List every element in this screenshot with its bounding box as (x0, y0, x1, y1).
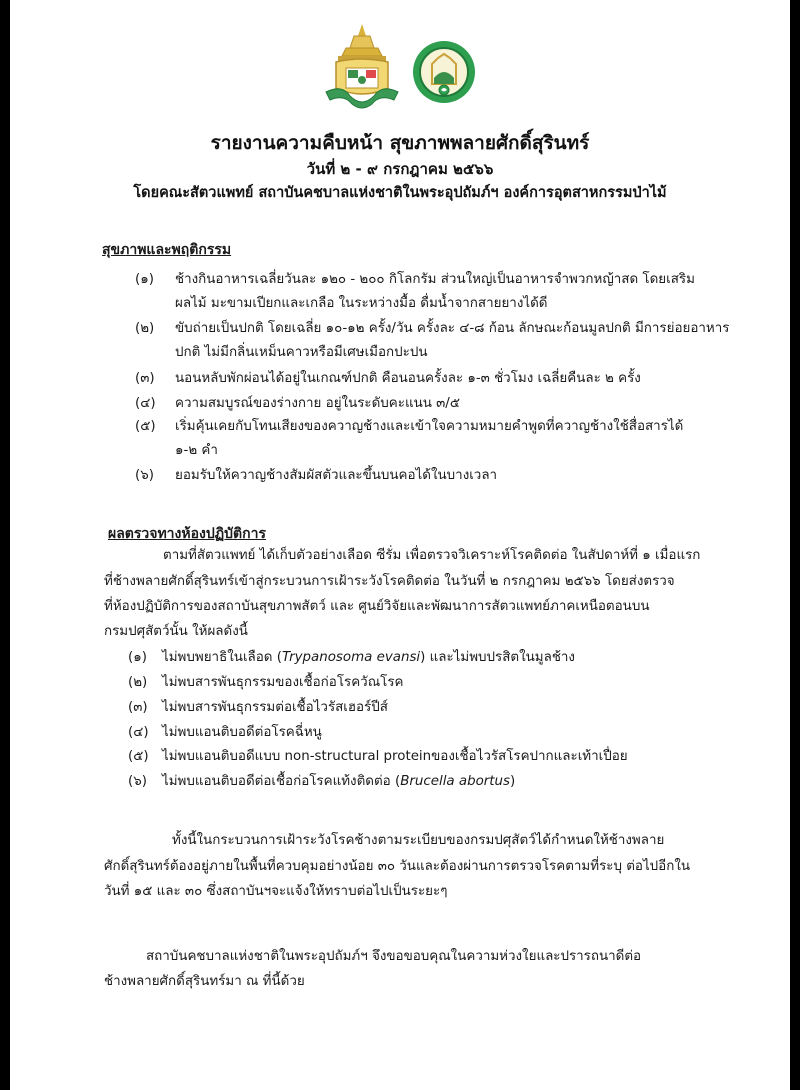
thanks-line: ช้างพลายศักดิ์สุรินทร์มา ณ ที่นี้ด้วย (104, 974, 305, 989)
closing-line: ทั้งนี้ในกระบวนการเฝ้าระวังโรคช้างตามระเบียบของกรมปศุสัตว์ได้กำหนดให้ช้างพลาย (172, 833, 665, 848)
item-text: นอนหลับพักผ่อนได้อยู่ในเกณฑ์ปกติ คือนอนครั้งละ ๑-๓ ชั่วโมง เฉลี่ยคืนละ ๒ ครั้ง (175, 371, 641, 386)
scientific-name: Brucella abortus (400, 774, 511, 789)
closing-line: วันที่ ๑๕ และ ๓๐ ซึ่งสถาบันฯจะแจ้งให้ทราบต่อไปเป็นระยะๆ (104, 884, 448, 899)
item-number: (๓) (128, 700, 148, 715)
health-section-heading: สุขภาพและพฤติกรรม (102, 242, 232, 258)
item-text-cont: ผลไม้ มะขามเปียกและเกลือ ในระหว่างมื้อ ดื่มน้ำจากสายยางได้ดี (175, 296, 548, 311)
item-text: ขับถ่ายเป็นปกติ โดยเฉลี่ย ๑๐-๑๒ ครั้ง/วัน ครั้งละ ๔-๘ ก้อน ลักษณะก้อนมูลปกติ มีการย่อยอาหาร (175, 321, 730, 336)
item-text-post: ) (510, 774, 516, 789)
item-text: ไม่พบแอนติบอดีแบบ non-structural proteinของเชื้อไวรัสโรคปากและเท้าเปื่อย (162, 749, 628, 764)
item-number: (๕) (128, 749, 149, 764)
item-text (162, 771, 515, 793)
item-text-post: ) และไม่พบปรสิตในมูลช้าง (420, 650, 575, 665)
item-text: เริ่มคุ้นเคยกับโทนเสียงของควาญช้างและเข้าใจความหมายคำพูดที่ควาญช้างใช้สื่อสารได้ (175, 419, 684, 434)
item-number: (๕) (135, 419, 156, 434)
item-text: ไม่พบสารพันธุกรรมของเชื้อก่อโรควัณโรค (162, 675, 404, 690)
item-text-cont: ปกติ ไม่มีกลิ่นเหม็นคาวหรือมีเศษเมือกปะปน (175, 345, 428, 360)
item-number: (๑) (135, 272, 154, 287)
item-text-cont: ๑-๒ คำ (175, 443, 218, 458)
document-date: วันที่ ๒ - ๙ กรกฎาคม ๒๕๖๖ (306, 160, 494, 178)
lab-intro-line: ตามที่สัตวแพทย์ ได้เก็บตัวอย่างเลือด ซีรั่ม เพื่อตรวจวิเคราะห์โรคติดต่อ ในสัปดาห์ที่ ๑ เมื่อแรก (163, 548, 701, 563)
document-title: รายงานความคืบหน้า สุขภาพพลายศักดิ์สุรินทร์ (210, 132, 590, 154)
item-text: ความสมบูรณ์ของร่างกาย อยู่ในระดับคะแนน ๓/๕ (175, 396, 460, 411)
scientific-name: Trypanosoma evansi (281, 650, 421, 665)
closing-line: ศักดิ์สุรินทร์ต้องอยู่ภายในพื้นที่ควบคุมอย่างน้อย ๓๐ วันและต้องผ่านการตรวจโรคตามที่ระบุ ต่อไปอีกใน (104, 859, 691, 874)
lab-intro-line: ที่ห้องปฏิบัติการของสถาบันสุขภาพสัตว์ และ ศูนย์วิจัยและพัฒนาการสัตวแพทย์ภาคเหนือตอนบน (104, 599, 650, 614)
document-author: โดยคณะสัตวแพทย์ สถาบันคชบาลแห่งชาติในพระอุปถัมภ์ฯ องค์การอุตสาหกรรมป่าไม้ (133, 185, 667, 201)
item-text: ช้างกินอาหารเฉลี่ยวันละ ๑๒๐ - ๒๐๐ กิโลกรัม ส่วนใหญ่เป็นอาหารจำพวกหญ้าสด โดยเสริม (175, 272, 695, 287)
item-text: ไม่พบสารพันธุกรรมต่อเชื้อไวรัสเฮอร์ปีส์ (162, 700, 388, 715)
item-number: (๒) (128, 675, 148, 690)
lab-intro-line: ที่ช้างพลายศักดิ์สุรินทร์เข้าสู่กระบวนการเฝ้าระวังโรคติดต่อ ในวันที่ ๒ กรกฎาคม ๒๕๖๖ โดยส่งตรวจ (104, 574, 675, 589)
logo-bar (0, 22, 800, 112)
item-number: (๖) (128, 774, 147, 789)
item-text-pre: ไม่พบพยาธิในเลือด ( (162, 650, 282, 665)
item-text: ไม่พบแอนติบอดีต่อโรคฉี่หนู (162, 725, 322, 740)
item-number: (๒) (135, 321, 155, 336)
royal-crown-emblem-icon (322, 22, 402, 110)
item-text: ยอมรับให้ควาญช้างสัมผัสตัวและขึ้นบนคอได้ในบางเวลา (175, 468, 498, 483)
item-number: (๑) (128, 650, 147, 665)
item-number: (๔) (128, 725, 149, 740)
item-number: (๖) (135, 468, 154, 483)
item-number: (๓) (135, 371, 155, 386)
lab-intro-line: กรมปศุสัตว์นั้น ให้ผลดังนี้ (104, 624, 248, 639)
item-text (162, 647, 575, 669)
elephant-seal-icon (412, 40, 476, 104)
thanks-line: สถาบันคชบาลแห่งชาติในพระอุปถัมภ์ฯ จึงขอขอบคุณในความห่วงใยและปรารถนาดีต่อ (146, 949, 642, 964)
item-number: (๔) (135, 396, 156, 411)
item-text-pre: ไม่พบแอนติบอดีต่อเชื้อก่อโรคแท้งติดต่อ ( (162, 774, 401, 789)
lab-section-heading: ผลตรวจทางห้องปฏิบัติการ (108, 526, 266, 542)
